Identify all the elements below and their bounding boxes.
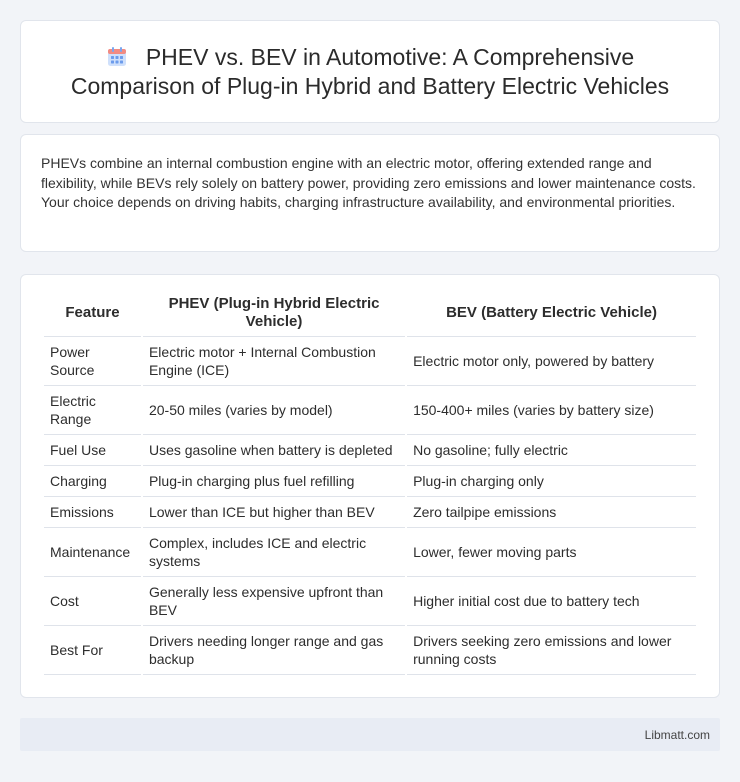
title-line-2: Comparison of Plug-in Hybrid and Battery Electric Vehicles <box>70 73 670 99</box>
calendar-icon <box>106 46 128 68</box>
row-feature: Charging <box>44 466 141 497</box>
row-phev: Electric motor + Internal Combustion Engine (ICE) <box>143 337 405 386</box>
row-bev: Plug-in charging only <box>407 466 696 497</box>
title-card <box>20 20 720 123</box>
header-bev: BEV (Battery Electric Vehicle) <box>407 289 696 337</box>
row-feature: Maintenance <box>44 528 141 577</box>
table-row <box>44 528 696 577</box>
table-row <box>44 386 696 435</box>
table-row <box>44 435 696 466</box>
row-phev: Lower than ICE but higher than BEV <box>143 497 405 528</box>
comparison-table <box>42 289 698 675</box>
row-feature: Power Source <box>44 337 141 386</box>
row-feature: Electric Range <box>44 386 141 435</box>
table-row <box>44 337 696 386</box>
page-title <box>51 43 689 101</box>
row-phev: Drivers needing longer range and gas backup <box>143 626 405 675</box>
row-phev: Generally less expensive upfront than BEV <box>143 577 405 626</box>
row-phev: Complex, includes ICE and electric systems <box>143 528 405 577</box>
row-feature: Fuel Use <box>44 435 141 466</box>
table-row <box>44 466 696 497</box>
table-row <box>44 626 696 675</box>
row-bev: Higher initial cost due to battery tech <box>407 577 696 626</box>
row-bev: Lower, fewer moving parts <box>407 528 696 577</box>
row-bev: No gasoline; fully electric <box>407 435 696 466</box>
table-row <box>44 577 696 626</box>
summary-card <box>20 134 720 252</box>
row-feature: Emissions <box>44 497 141 528</box>
row-bev: Zero tailpipe emissions <box>407 497 696 528</box>
row-feature: Cost <box>44 577 141 626</box>
row-bev: 150-400+ miles (varies by battery size) <box>407 386 696 435</box>
footer-site-link[interactable]: Libmatt.com <box>644 728 710 742</box>
header-phev: PHEV (Plug-in Hybrid Electric Vehicle) <box>143 289 405 337</box>
row-phev: 20-50 miles (varies by model) <box>143 386 405 435</box>
row-phev: Plug-in charging plus fuel refilling <box>143 466 405 497</box>
table-header-row <box>44 289 696 337</box>
comparison-table-card <box>20 274 720 698</box>
row-phev: Uses gasoline when battery is depleted <box>143 435 405 466</box>
summary-text: PHEVs combine an internal combustion engine with an electric motor, offering extended range and flexibility, while BEVs rely solely on battery power, providing zero emissions and lower maintenance costs. Your choice depends on driving habits, charging infrastructure availability, and environmental priorities. <box>41 155 696 210</box>
footer-bar <box>20 718 720 751</box>
title-line-1: PHEV vs. BEV in Automotive: A Comprehensive <box>145 44 635 70</box>
table-row <box>44 497 696 528</box>
header-feature: Feature <box>44 289 141 337</box>
row-bev: Drivers seeking zero emissions and lower running costs <box>407 626 696 675</box>
row-feature: Best For <box>44 626 141 675</box>
row-bev: Electric motor only, powered by battery <box>407 337 696 386</box>
